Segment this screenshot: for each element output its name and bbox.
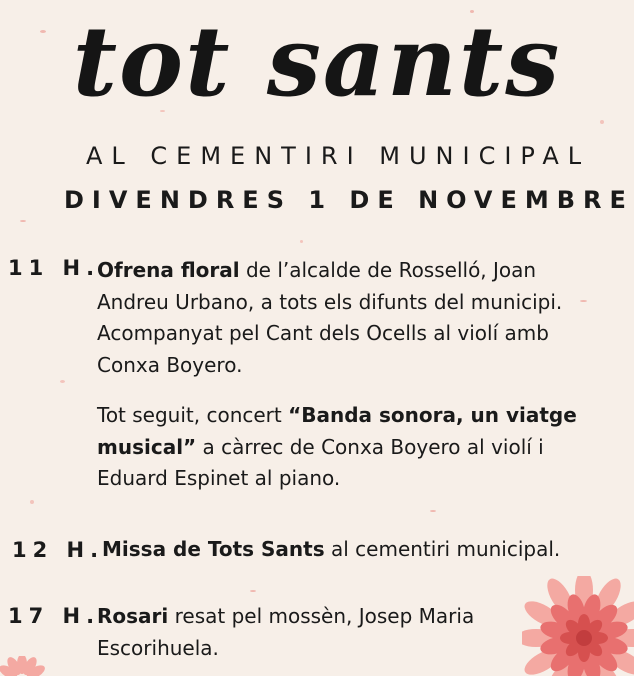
event-highlight: Ofrena floral xyxy=(97,258,240,282)
dahlia-flower-icon xyxy=(0,656,50,676)
event-text: de l’alcalde de Rosselló, Joan Andreu Urbano, a tots els difunts del municipi. Acompanyat pel Cant dels Ocells al violí amb Conxa Boyero. xyxy=(97,258,563,377)
event-highlight: Missa de Tots Sants xyxy=(102,537,325,561)
event-time: 11 H. xyxy=(8,256,101,280)
event-highlight: Rosari xyxy=(97,604,169,628)
event-date: DIVENDRES 1 DE NOVEMBRE xyxy=(64,186,634,214)
event-extra-text: a càrrec de Conxa Boyero al violí i Eduard Espinet al piano. xyxy=(97,434,544,490)
event-extra-prefix: Tot seguit, concert xyxy=(97,403,289,427)
event-extra-description xyxy=(97,400,577,495)
dahlia-flower-icon xyxy=(522,576,634,676)
event-description xyxy=(97,255,577,381)
event-text: al cementiri municipal. xyxy=(324,537,561,561)
subtitle: AL CEMENTIRI MUNICIPAL xyxy=(86,142,591,170)
event-text: resat pel mossèn, Josep Maria Escorihuela. xyxy=(97,604,475,660)
event-description xyxy=(97,601,517,664)
event-description xyxy=(102,534,602,566)
event-extra-highlight: “Banda sonora, un viatge musical” xyxy=(97,403,577,459)
event-time: 17 H. xyxy=(8,604,101,628)
event-time: 12 H. xyxy=(12,538,105,562)
page-title: tot sants xyxy=(72,5,562,118)
